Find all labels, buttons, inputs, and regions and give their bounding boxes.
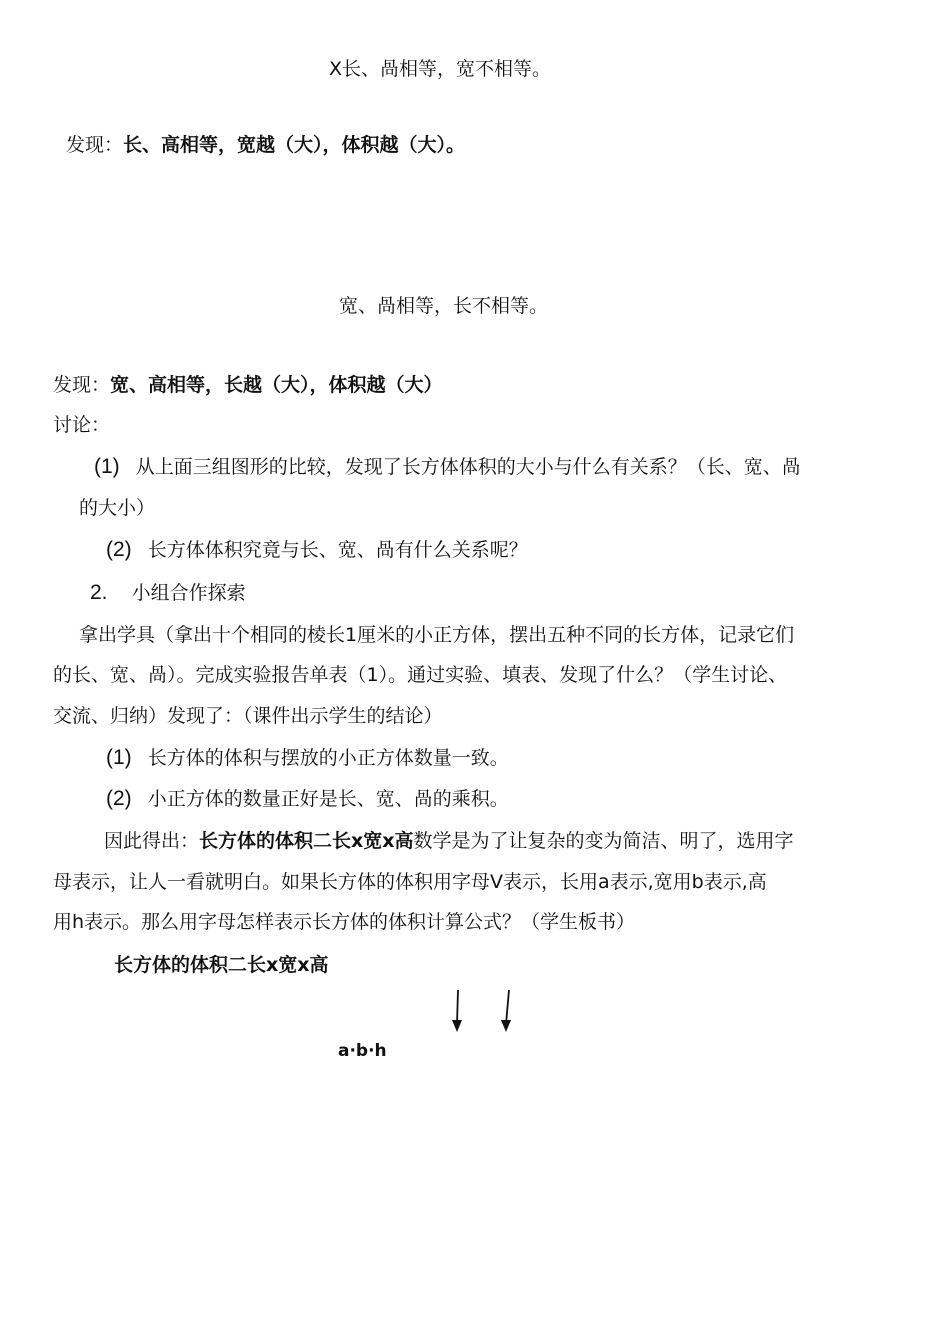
caption-2: 宽、咼相等，长不相等。 (339, 295, 549, 317)
conclusion-item-2-number: (2) (106, 787, 132, 810)
paragraph-line: 交流、归纳）发现了：（课件出示学生的结论） (53, 705, 443, 727)
conclusion-formula: 长方体的体积二长x宽x高 (199, 830, 414, 852)
finding-text: 宽、高相等，长越（大），体积越（大） (110, 374, 443, 396)
conclusion-item-2 (106, 786, 509, 812)
down-arrow-icon (498, 988, 516, 1034)
board-formula: 长方体的体积二长x宽x高 (114, 954, 329, 976)
conclusion-item-1-number: (1) (106, 746, 132, 769)
section-title: 小组合作探索 (131, 582, 246, 604)
section-heading (90, 580, 246, 606)
question-1-continuation: 的大小） (79, 497, 156, 519)
caption-1: X长、咼相等，宽不相等。 (329, 58, 552, 80)
conclusion-item-1-text: 长方体的体积与摆放的小正方体数量一致。 (147, 747, 509, 769)
finding-1 (66, 132, 465, 158)
conclusion-item-2-text: 小正方体的数量正好是长、宽、咼的乘积。 (147, 788, 509, 810)
paragraph-line: 拿出学具（拿出十个相同的棱长1厘米的小正方体，摆出五种不同的长方体，记录它们 (79, 624, 795, 646)
finding-2 (53, 372, 443, 398)
conclusion-item-1 (106, 745, 509, 771)
conclusion-line-1 (104, 828, 794, 854)
board-letters: a·b·h (338, 1041, 387, 1061)
finding-label: 发现： (66, 134, 124, 156)
question-2-text: 长方体体积究竟与长、宽、咼有什么关系呢？ (147, 539, 528, 561)
paragraph-line: 的长、宽、咼）。完成实验报告单表（1）。通过实验、填表、发现了什么？（学生讨论、 (53, 664, 788, 686)
section-number: 2. (90, 581, 108, 604)
question-1-number: (1) (94, 455, 120, 478)
conclusion-line-2: 母表示，让人一看就明白。如果长方体的体积用字母V表示，长用a表示,宽用b表示,高 (53, 871, 767, 893)
conclusion-rest: 数学是为了让复杂的变为简洁、明了，选用字 (413, 830, 794, 852)
question-1 (94, 454, 801, 480)
question-2-number: (2) (106, 538, 132, 561)
conclusion-lead: 因此得出： (104, 830, 200, 852)
conclusion-line-3: 用h表示。那么用字母怎样表示长方体的体积计算公式？（学生板书） (53, 911, 636, 933)
question-1-text: 从上面三组图形的比较，发现了长方体体积的大小与什么有关系？（长、宽、咼 (135, 456, 801, 478)
discussion-label: 讨论： (53, 414, 111, 436)
finding-text: 长、高相等，宽越（大），体积越（大）。 (123, 134, 466, 156)
down-arrow-icon (448, 988, 466, 1034)
question-2 (106, 537, 528, 563)
finding-label: 发现： (53, 374, 111, 396)
